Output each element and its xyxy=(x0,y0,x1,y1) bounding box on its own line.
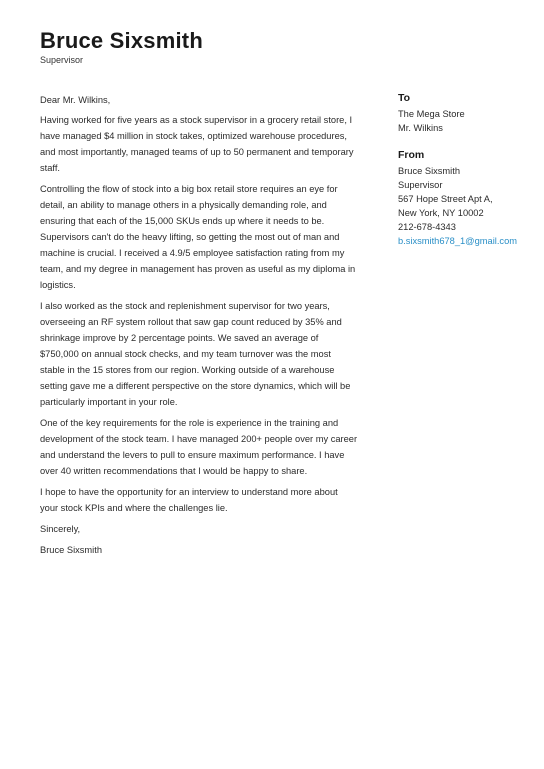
recipient-block xyxy=(398,91,538,135)
paragraph-5: I hope to have the opportunity for an interview to understand more about your stock KPIs and where the challenges lie. xyxy=(40,487,338,513)
to-heading: To xyxy=(398,92,411,104)
from-heading: From xyxy=(398,149,425,161)
from-address-line2: New York, NY 10002 xyxy=(398,208,484,218)
from-name: Bruce Sixsmith xyxy=(398,166,460,176)
sender-name: Bruce Sixsmith xyxy=(40,28,203,53)
from-email-link[interactable]: b.sixsmith678_1@gmail.com xyxy=(398,236,517,246)
paragraph-1: Having worked for five years as a stock supervisor in a grocery retail store, I have managed $4 million in stock takes, optimized warehouse procedures, and most importantly, managed teams of up to 50 permanent and temporary staff. xyxy=(40,115,354,173)
recipient-company: The Mega Store xyxy=(398,109,465,119)
sender-title: Supervisor xyxy=(40,55,84,65)
paragraph-4: One of the key requirements for the role is experience in the training and development of the stock team. I have managed 200+ people over my career and understand the levers to pull to ensure maximum performance. I have over 40 written recommendations that I would be happy to share. xyxy=(40,418,358,476)
closing: Sincerely, xyxy=(40,524,81,534)
recipient-name: Mr. Wilkins xyxy=(398,123,443,133)
sidebar xyxy=(398,91,538,261)
greeting: Dear Mr. Wilkins, xyxy=(40,95,111,105)
signature: Bruce Sixsmith xyxy=(40,545,102,555)
from-phone: 212-678-4343 xyxy=(398,222,456,232)
sender-block xyxy=(398,148,538,248)
from-address-line1: 567 Hope Street Apt A, xyxy=(398,194,493,204)
letter-header xyxy=(40,28,203,65)
letter-body xyxy=(40,92,358,563)
paragraph-2: Controlling the flow of stock into a big box retail store requires an eye for detail, an ability to manage others in a physically demanding role, and ensuring that each of the 15,000 SKUs ends up where it needs to be. Supervisors can't do the heavy lifting, so getting the most out of man and machine is crucial. I received a 4.9/5 employee satisfaction rating from my team, and my degree in management has proven as useful as my diploma in logistics. xyxy=(40,184,356,290)
from-title: Supervisor xyxy=(398,180,443,190)
paragraph-3: I also worked as the stock and replenishment supervisor for two years, overseeing an RF system rollout that saw gap count reduced by 35% and shrinkage improve by 2 percentage points. We saved an average of $750,000 on annual stock checks, and my team turnover was the most stable in the 15 stores from our region. Working outside of a warehouse setting gave me a different perspective on the store dynamics, which will be particularly important in your role. xyxy=(40,301,351,407)
